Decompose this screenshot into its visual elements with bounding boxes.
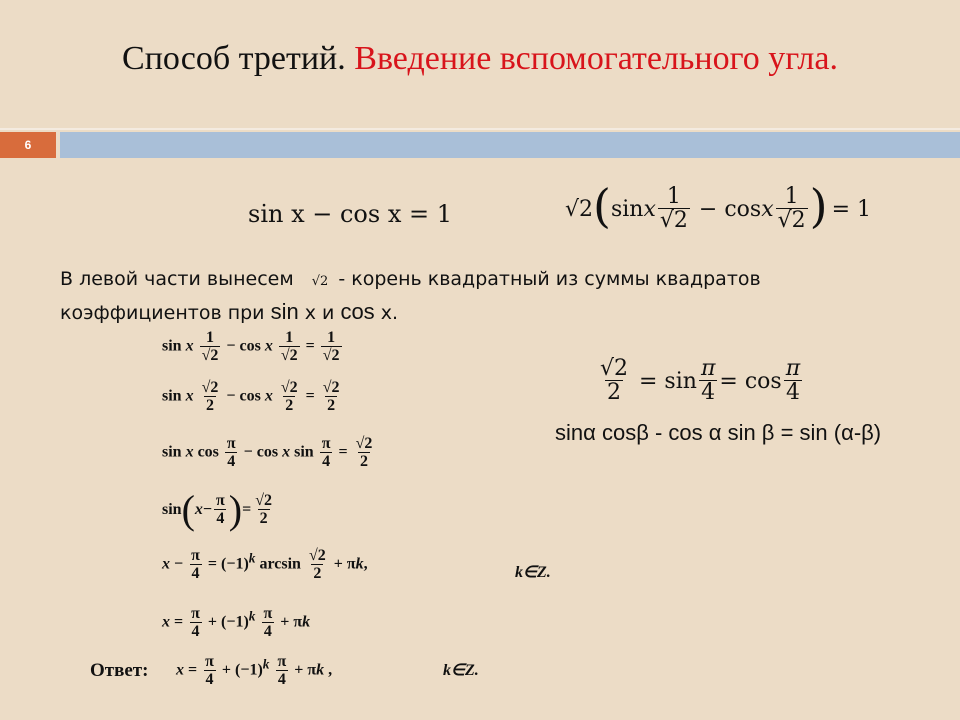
header-divider (0, 128, 960, 130)
equation-factored (565, 179, 872, 233)
fraction-one-over-sqrt2-b: $\frac{1}{√2}$ (777, 184, 806, 233)
k-integer-set-2: k∈Z. (443, 662, 479, 679)
paren-close: ) (809, 179, 828, 233)
title-prefix: Способ третий. (122, 40, 346, 77)
paragraph-x-and: x и (304, 302, 335, 324)
paren-open: ( (593, 179, 611, 233)
pi-over-4-identity: $\frac{√2}{2}$ = sin $\frac{\pi}{4}$ = cos $\frac{\pi}{4}$ (600, 356, 801, 405)
paragraph-line-2 (60, 297, 920, 328)
step-6: x = $\frac{\pi}{4}$ + $(-1)^k$ $\frac{\pi}{4}$ + πk (162, 605, 311, 640)
explanation-paragraph (60, 264, 920, 328)
title-accent: Введение вспомогательного угла. (354, 40, 838, 77)
equation-factored-prefix: √2 (565, 196, 594, 222)
paragraph-line1-end: - корень квадратный из суммы квадратов (338, 268, 761, 290)
eq-minus-cos: − cosx (691, 196, 774, 222)
equation-original: sin x − cos x = 1 (248, 200, 452, 228)
paragraph-line-1 (60, 264, 920, 297)
k-integer-set-1: k∈Z. (515, 564, 551, 581)
slide-number-badge: 6 (0, 132, 56, 158)
step-1: sin x $\frac{1}{√2}$ − cos x $\frac{1}{√2}$ = $\frac{1}{√2}$ (162, 329, 340, 364)
sqrt2-inline: √2 (311, 274, 329, 289)
sine-difference-formula: sinα cosβ - cos α sin β = sin (α-β) (555, 420, 882, 445)
step-4: sin ( x − $\frac{\pi}{4}$ ) = $\frac{√2}{2}$ (162, 487, 273, 532)
paragraph-line1-start: В левой части вынесем (60, 268, 294, 290)
paragraph-cos: cos (340, 299, 375, 324)
step-5: x − $\frac{\pi}{4}$ = $(-1)^k$ arcsin $\frac{√2}{2}$ + πk, (162, 547, 368, 582)
paragraph-x-end: x. (380, 302, 399, 324)
answer-label: Ответ: (90, 660, 149, 681)
step-2: sin x $\frac{√2}{2}$ − cos x $\frac{√2}{2}$ = $\frac{√2}{2}$ (162, 379, 340, 414)
equation-factored-suffix: = 1 (831, 196, 872, 222)
step-3: sin x cos $\frac{\pi}{4}$ − cos x sin $\frac{\pi}{4}$ = $\frac{√2}{2}$ (162, 435, 373, 470)
answer-expression: x = $\frac{\pi}{4}$ + $(-1)^k$ $\frac{\pi}{4}$ + πk , (176, 653, 333, 688)
fraction-one-over-sqrt2: $\frac{1}{√2}$ (659, 184, 688, 233)
header-band (60, 132, 960, 158)
paragraph-line2-start: коэффициентов при (60, 302, 265, 324)
eq-sin-term: sinx (610, 196, 656, 222)
slide-title (0, 40, 960, 78)
paragraph-sin: sin (270, 299, 299, 324)
